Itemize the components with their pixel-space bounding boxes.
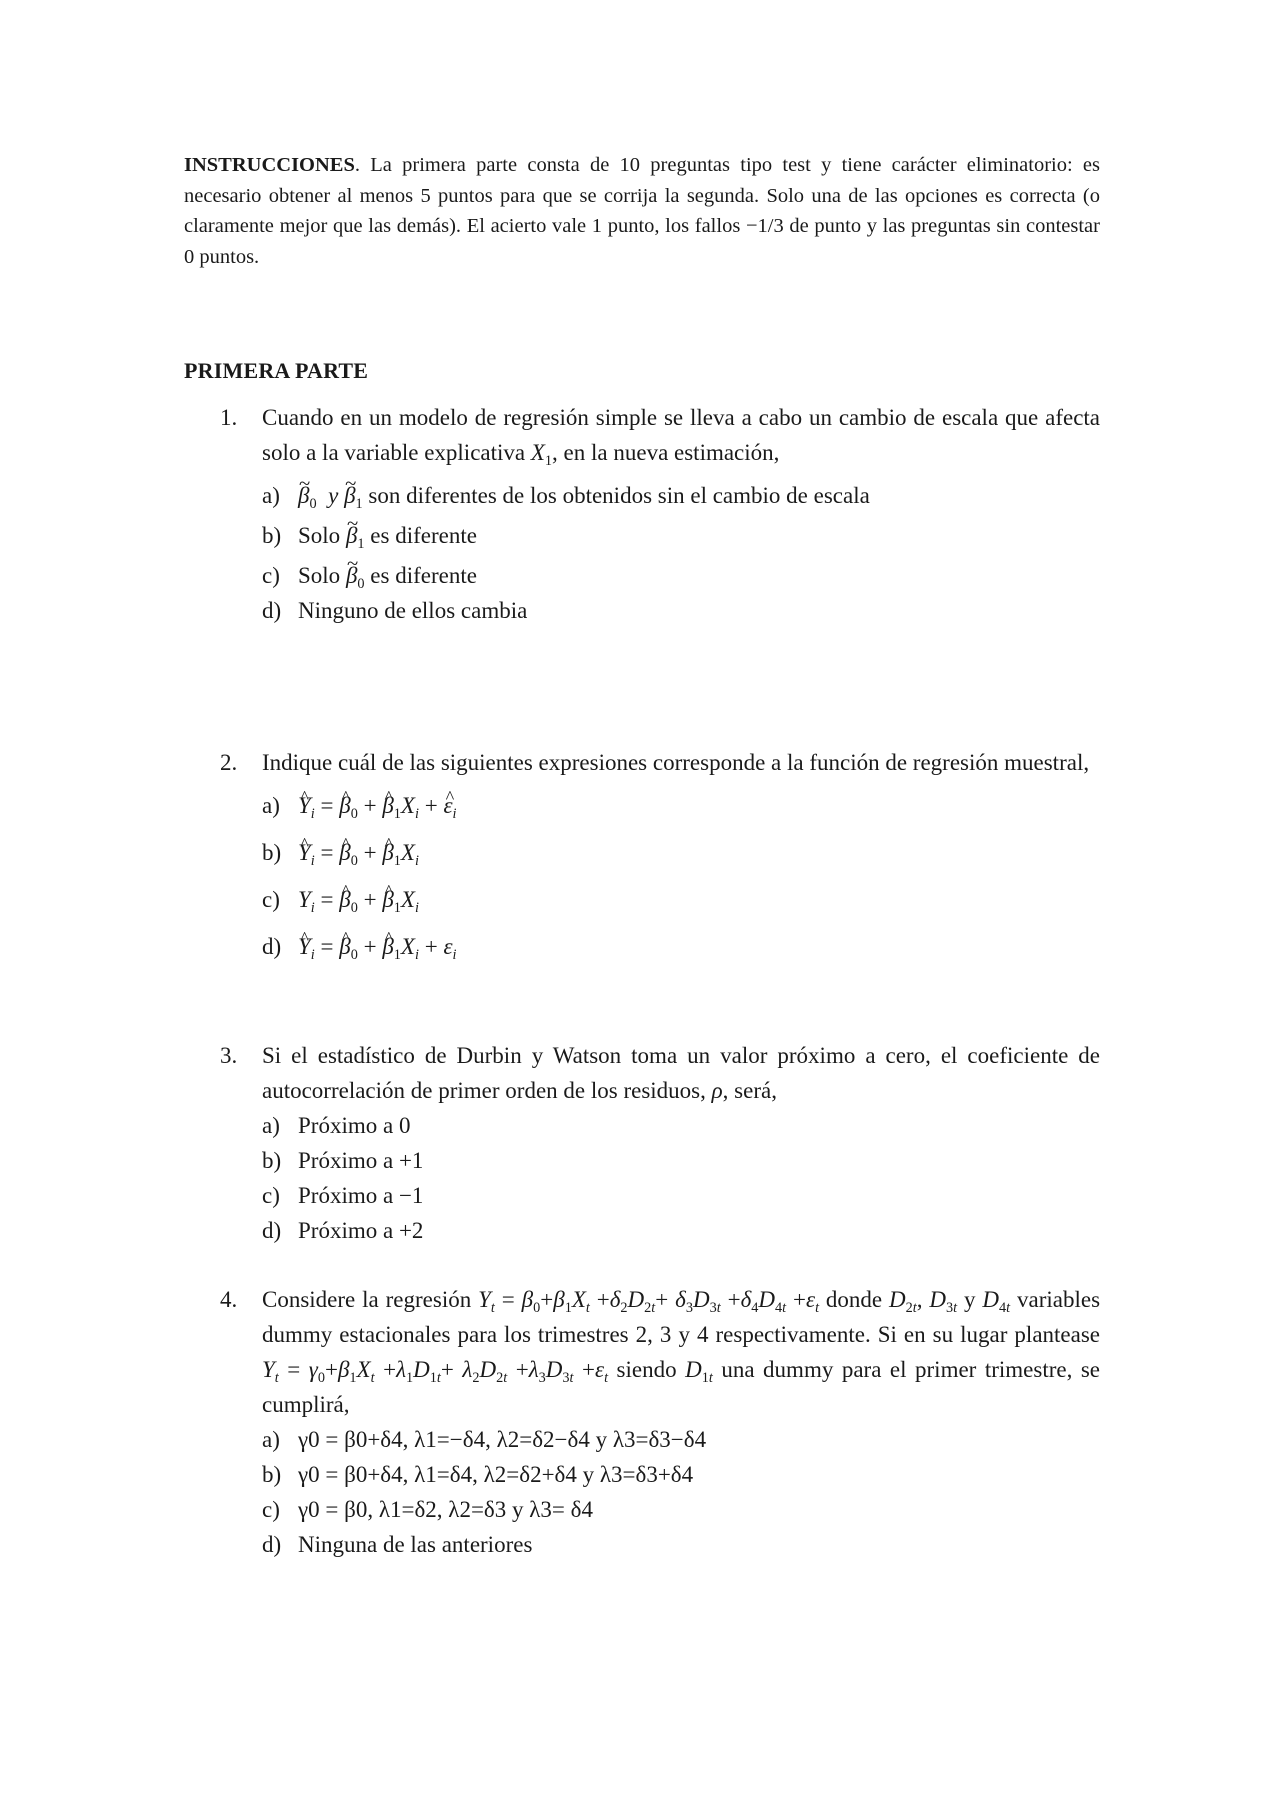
option-formula: ^ $Y_i$ = ^ $\beta_0$ + ^ $\beta_1X_i$ <box>298 840 419 865</box>
option-formula: ~ $\beta_0$ y ~ $\beta_1$ <box>298 483 363 508</box>
option-text: es diferente <box>370 523 477 548</box>
option-formula: ~ $\beta_1$ <box>346 523 365 548</box>
option-letter: b) <box>262 840 282 865</box>
option-text: Ninguna de las anteriores <box>298 1532 533 1557</box>
option-formula: ^ $Y_i$ = ^ $\beta_0$ + ^ $\beta_1X_i$ + ^ $\varepsilon_i$ <box>298 793 456 818</box>
option-letter: c) <box>262 1497 280 1522</box>
option-c[interactable] <box>220 882 1100 917</box>
question-4-text-pre: Considere la regresión <box>262 1287 479 1312</box>
option-text: Próximo a 0 <box>298 1113 411 1138</box>
option-b[interactable] <box>220 835 1100 870</box>
option-b[interactable] <box>220 1457 1100 1492</box>
question-4-text-siendo: siendo <box>608 1357 686 1382</box>
option-text: Próximo a −1 <box>298 1183 424 1208</box>
question-4-text-donde: donde <box>819 1287 890 1312</box>
question-4 <box>220 1282 1100 1562</box>
question-1-variable: $X_1$ <box>530 440 553 469</box>
question-2 <box>220 745 1100 964</box>
option-c[interactable] <box>220 1492 1100 1527</box>
question-1 <box>220 400 1100 628</box>
question-1-text-post: , en la nueva estimación, <box>552 440 780 465</box>
option-text: γ0 = β0+δ4, λ1=δ4, λ2=δ2+δ4 y λ3=δ3+δ4 <box>298 1462 694 1487</box>
option-letter: a) <box>262 1427 280 1452</box>
option-letter: c) <box>262 1183 280 1208</box>
option-letter: d) <box>262 1218 282 1243</box>
option-a[interactable] <box>220 788 1100 823</box>
option-a[interactable] <box>220 1108 1100 1143</box>
section-title: PRIMERA PARTE <box>184 358 369 383</box>
question-3 <box>220 1038 1100 1248</box>
option-d[interactable] <box>220 1213 1100 1248</box>
option-formula: ^ $Y_i$ = ^ $\beta_0$ + ^ $\beta_1X_i + \varepsilon_i$ <box>298 934 456 959</box>
option-letter: d) <box>262 934 282 959</box>
regression-equation-2: $Y_t = \gamma_0+\beta_1X_t +\lambda_1D_{1t}+ \lambda_2D_{2t} +\lambda_3D_{3t} +\varepsilon_t$ <box>262 1357 609 1386</box>
option-letter: d) <box>262 1532 282 1557</box>
instructions-paragraph <box>184 150 1100 272</box>
option-d[interactable] <box>220 929 1100 964</box>
option-letter: a) <box>262 483 280 508</box>
option-letter: d) <box>262 598 282 623</box>
option-letter: a) <box>262 1113 280 1138</box>
question-number: 4. <box>220 1287 238 1312</box>
question-number: 1. <box>220 405 238 430</box>
option-text: γ0 = β0+δ4, λ1=−δ4, λ2=δ2−δ4 y λ3=δ3−δ4 <box>298 1427 707 1452</box>
option-text: son diferentes de los obtenidos sin el cambio de escala <box>368 483 870 508</box>
question-4-text-mid: variables dummy estacionales para los trimestres 2, 3 y 4 respectivamente. Si en su lugar plantease <box>262 1287 1101 1347</box>
question-3-text-pre: Si el estadístico de Durbin y Watson toma un valor próximo a cero, el coeficiente de autocorrelación de primer orden de los residuos, <box>262 1043 1100 1103</box>
option-a[interactable] <box>220 1422 1100 1457</box>
option-text: Próximo a +1 <box>298 1148 424 1173</box>
dummy-list: $D_{2t}$, $D_{3t}$ y $D_{4t}$ <box>889 1287 1011 1316</box>
option-letter: c) <box>262 887 280 912</box>
option-c[interactable] <box>220 1178 1100 1213</box>
option-text: γ0 = β0, λ1=δ2, λ2=δ3 y λ3= δ4 <box>298 1497 593 1522</box>
option-formula: $Y_i$ = ^ $\beta_0$ + ^ $\beta_1X_i$ <box>298 887 419 912</box>
question-1-text-pre: Cuando en un modelo de regresión simple se lleva a cabo un cambio de escala que afecta solo a la variable explicativa <box>262 405 1100 465</box>
option-letter: b) <box>262 1148 282 1173</box>
instructions-text: . La primera parte consta de 10 preguntas tipo test y tiene carácter eliminatorio: es necesario obtener al menos 5 puntos para que se corrija la segunda. Solo una de las opciones es correcta (o claramente mejor que las demás). El acierto vale 1 punto, los fallos −1/3 de punto y las preguntas sin contestar 0 puntos. <box>184 154 1100 268</box>
question-4-text-end: una dummy para el primer trimestre, se cumplirá, <box>262 1357 1100 1417</box>
option-letter: a) <box>262 793 280 818</box>
dummy-d1t: $D_{1t}$ <box>685 1357 713 1386</box>
rho-symbol: ρ <box>711 1078 723 1103</box>
option-text: Próximo a +2 <box>298 1218 424 1243</box>
question-2-stem <box>220 745 1100 780</box>
instructions-lead: INSTRUCCIONES <box>184 154 355 176</box>
question-number: 2. <box>220 750 238 775</box>
option-b[interactable] <box>220 1143 1100 1178</box>
question-3-stem <box>220 1038 1100 1108</box>
option-letter: b) <box>262 1462 282 1487</box>
option-text: es diferente <box>370 563 477 588</box>
option-text: Ninguno de ellos cambia <box>298 598 528 623</box>
regression-equation-1: $Y_t = \beta_0+\beta_1X_t +\delta_2D_{2t}+ \delta_3D_{3t} +\delta_4D_{4t} +\varepsilon_t$ <box>478 1287 820 1316</box>
question-3-text-post: , será, <box>722 1078 777 1103</box>
option-formula: ~ $\beta_0$ <box>346 563 365 588</box>
option-prefix: Solo <box>298 523 341 548</box>
question-2-text: Indique cuál de las siguientes expresiones corresponde a la función de regresión muestral, <box>262 750 1090 775</box>
option-d[interactable] <box>220 593 1100 628</box>
option-prefix: Solo <box>298 563 341 588</box>
option-c[interactable] <box>220 558 1100 593</box>
option-d[interactable] <box>220 1527 1100 1562</box>
option-letter: c) <box>262 563 280 588</box>
question-1-stem <box>220 400 1100 470</box>
option-letter: b) <box>262 523 282 548</box>
question-number: 3. <box>220 1043 238 1068</box>
question-4-stem <box>220 1282 1100 1422</box>
